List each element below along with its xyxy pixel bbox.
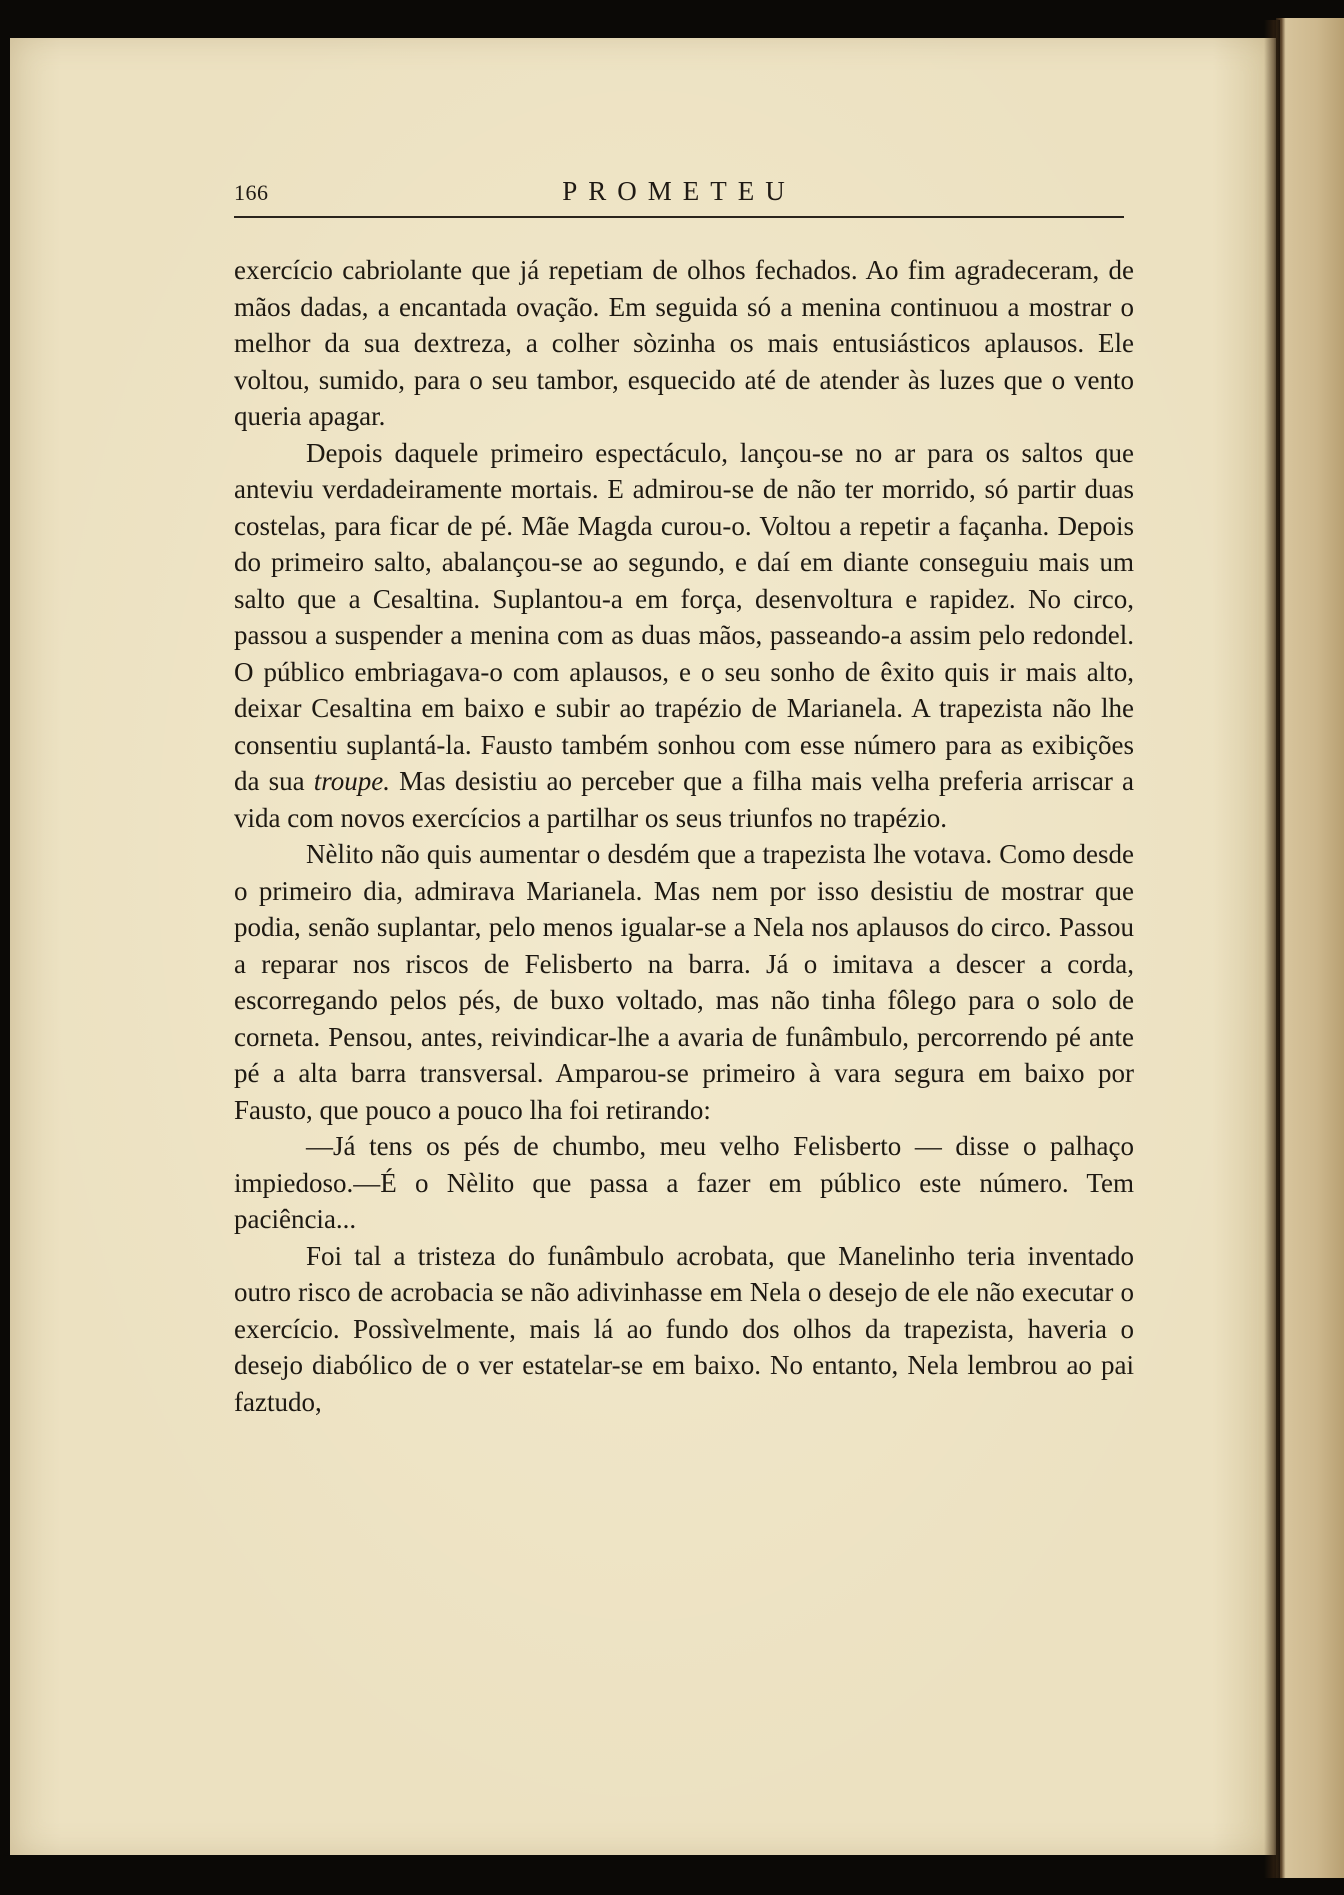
paragraph-2-text: Depois daquele primeiro espectáculo, lançou-se no ar para os saltos que anteviu verdadeiramente mortais. E admirou-se de não ter morrido, só partir duas costelas, para ficar de pé. Mãe Magda curou-o. Voltou a repetir a façanha. Depois do primeiro salto, abalançou-se ao segundo, e daí em diante conseguiu mais um salto que a Cesaltina. Suplantou-a em força, desenvoltura e rapidez. No circo, passou a suspender a menina com as duas mãos, passeando-a assim pelo redondel. O público embriagava-o com aplausos, e o seu sonho de êxito quis ir mais alto, deixar Cesaltina em baixo e subir ao trapézio de Marianela. A trapezista não lhe consentiu suplantá-la. Fausto também sonhou com esse número para as exibições da sua bbox=[234, 437, 1134, 796]
paragraph-4-text: —Já tens os pés de chumbo, meu velho Felisberto — disse o palhaço impiedoso.—É o Nèlito que passa a fazer em público este número. Tem paciência... bbox=[234, 1131, 1134, 1234]
paragraph-3-text: Nèlito não quis aumentar o desdém que a trapezista lhe votava. Como desde o primeiro dia, admirava Marianela. Mas nem por isso desistiu de mostrar que podia, senão suplantar, pelo menos igualar-se a Nela nos aplausos do circo. Passou a reparar nos riscos de Felisberto na barra. Já o imitava a descer a corda, escorregando pelos pés, de buxo voltado, mas não tinha fôlego para o solo de corneta. Pensou, antes, reivindicar-lhe a avaria de funâmbulo, percorrendo pé ante pé a alta barra transversal. Amparou-se primeiro à vara segura em baixo por Fausto, que pouco a pouco lha foi retirando: bbox=[234, 839, 1134, 1125]
page-number: 166 bbox=[234, 180, 269, 205]
paragraph-5-text: Foi tal a tristeza do funâmbulo acrobata, que Manelinho teria inventado outro risco de acrobacia se não adivinhasse em Nela o desejo de ele não executar o exercício. Possìvelmente, mais lá ao fundo dos olhos da trapezista, haveria o desejo diabólico de o ver estatelar-se em baixo. No entanto, Nela lembrou ao pai faztudo, bbox=[234, 1240, 1134, 1417]
gutter-shadow bbox=[1264, 20, 1280, 1878]
paragraph-2 bbox=[234, 435, 1134, 837]
page-header bbox=[234, 176, 1124, 218]
paragraph-4-dialogue bbox=[234, 1128, 1134, 1238]
paragraph-1-text: exercício cabriolante que já repetiam de olhos fechados. Ao fim agradeceram, de mãos dadas, a encantada ovação. Em seguida só a menina continuou a mostrar o melhor da sua dextreza, a colher sòzinha os mais entusiásticos aplausos. Ele voltou, sumido, para o seu tambor, esquecido até de atender às luzes que o vento queria apagar. bbox=[234, 255, 1134, 431]
page-body-text bbox=[234, 252, 1134, 1420]
paragraph-3 bbox=[234, 836, 1134, 1128]
running-title: PROMETEU bbox=[562, 176, 796, 206]
paragraph-2-text-after: Mas desistiu ao perceber que a filha mais velha preferia arriscar a vida com novos exercícios a partilhar os seus triunfos no trapézio. bbox=[234, 766, 1134, 833]
paragraph-5 bbox=[234, 1238, 1134, 1421]
paragraph-1 bbox=[234, 252, 1134, 435]
adjacent-page-edge bbox=[1276, 18, 1344, 1878]
paragraph-2-italic-word: troupe. bbox=[313, 766, 391, 796]
